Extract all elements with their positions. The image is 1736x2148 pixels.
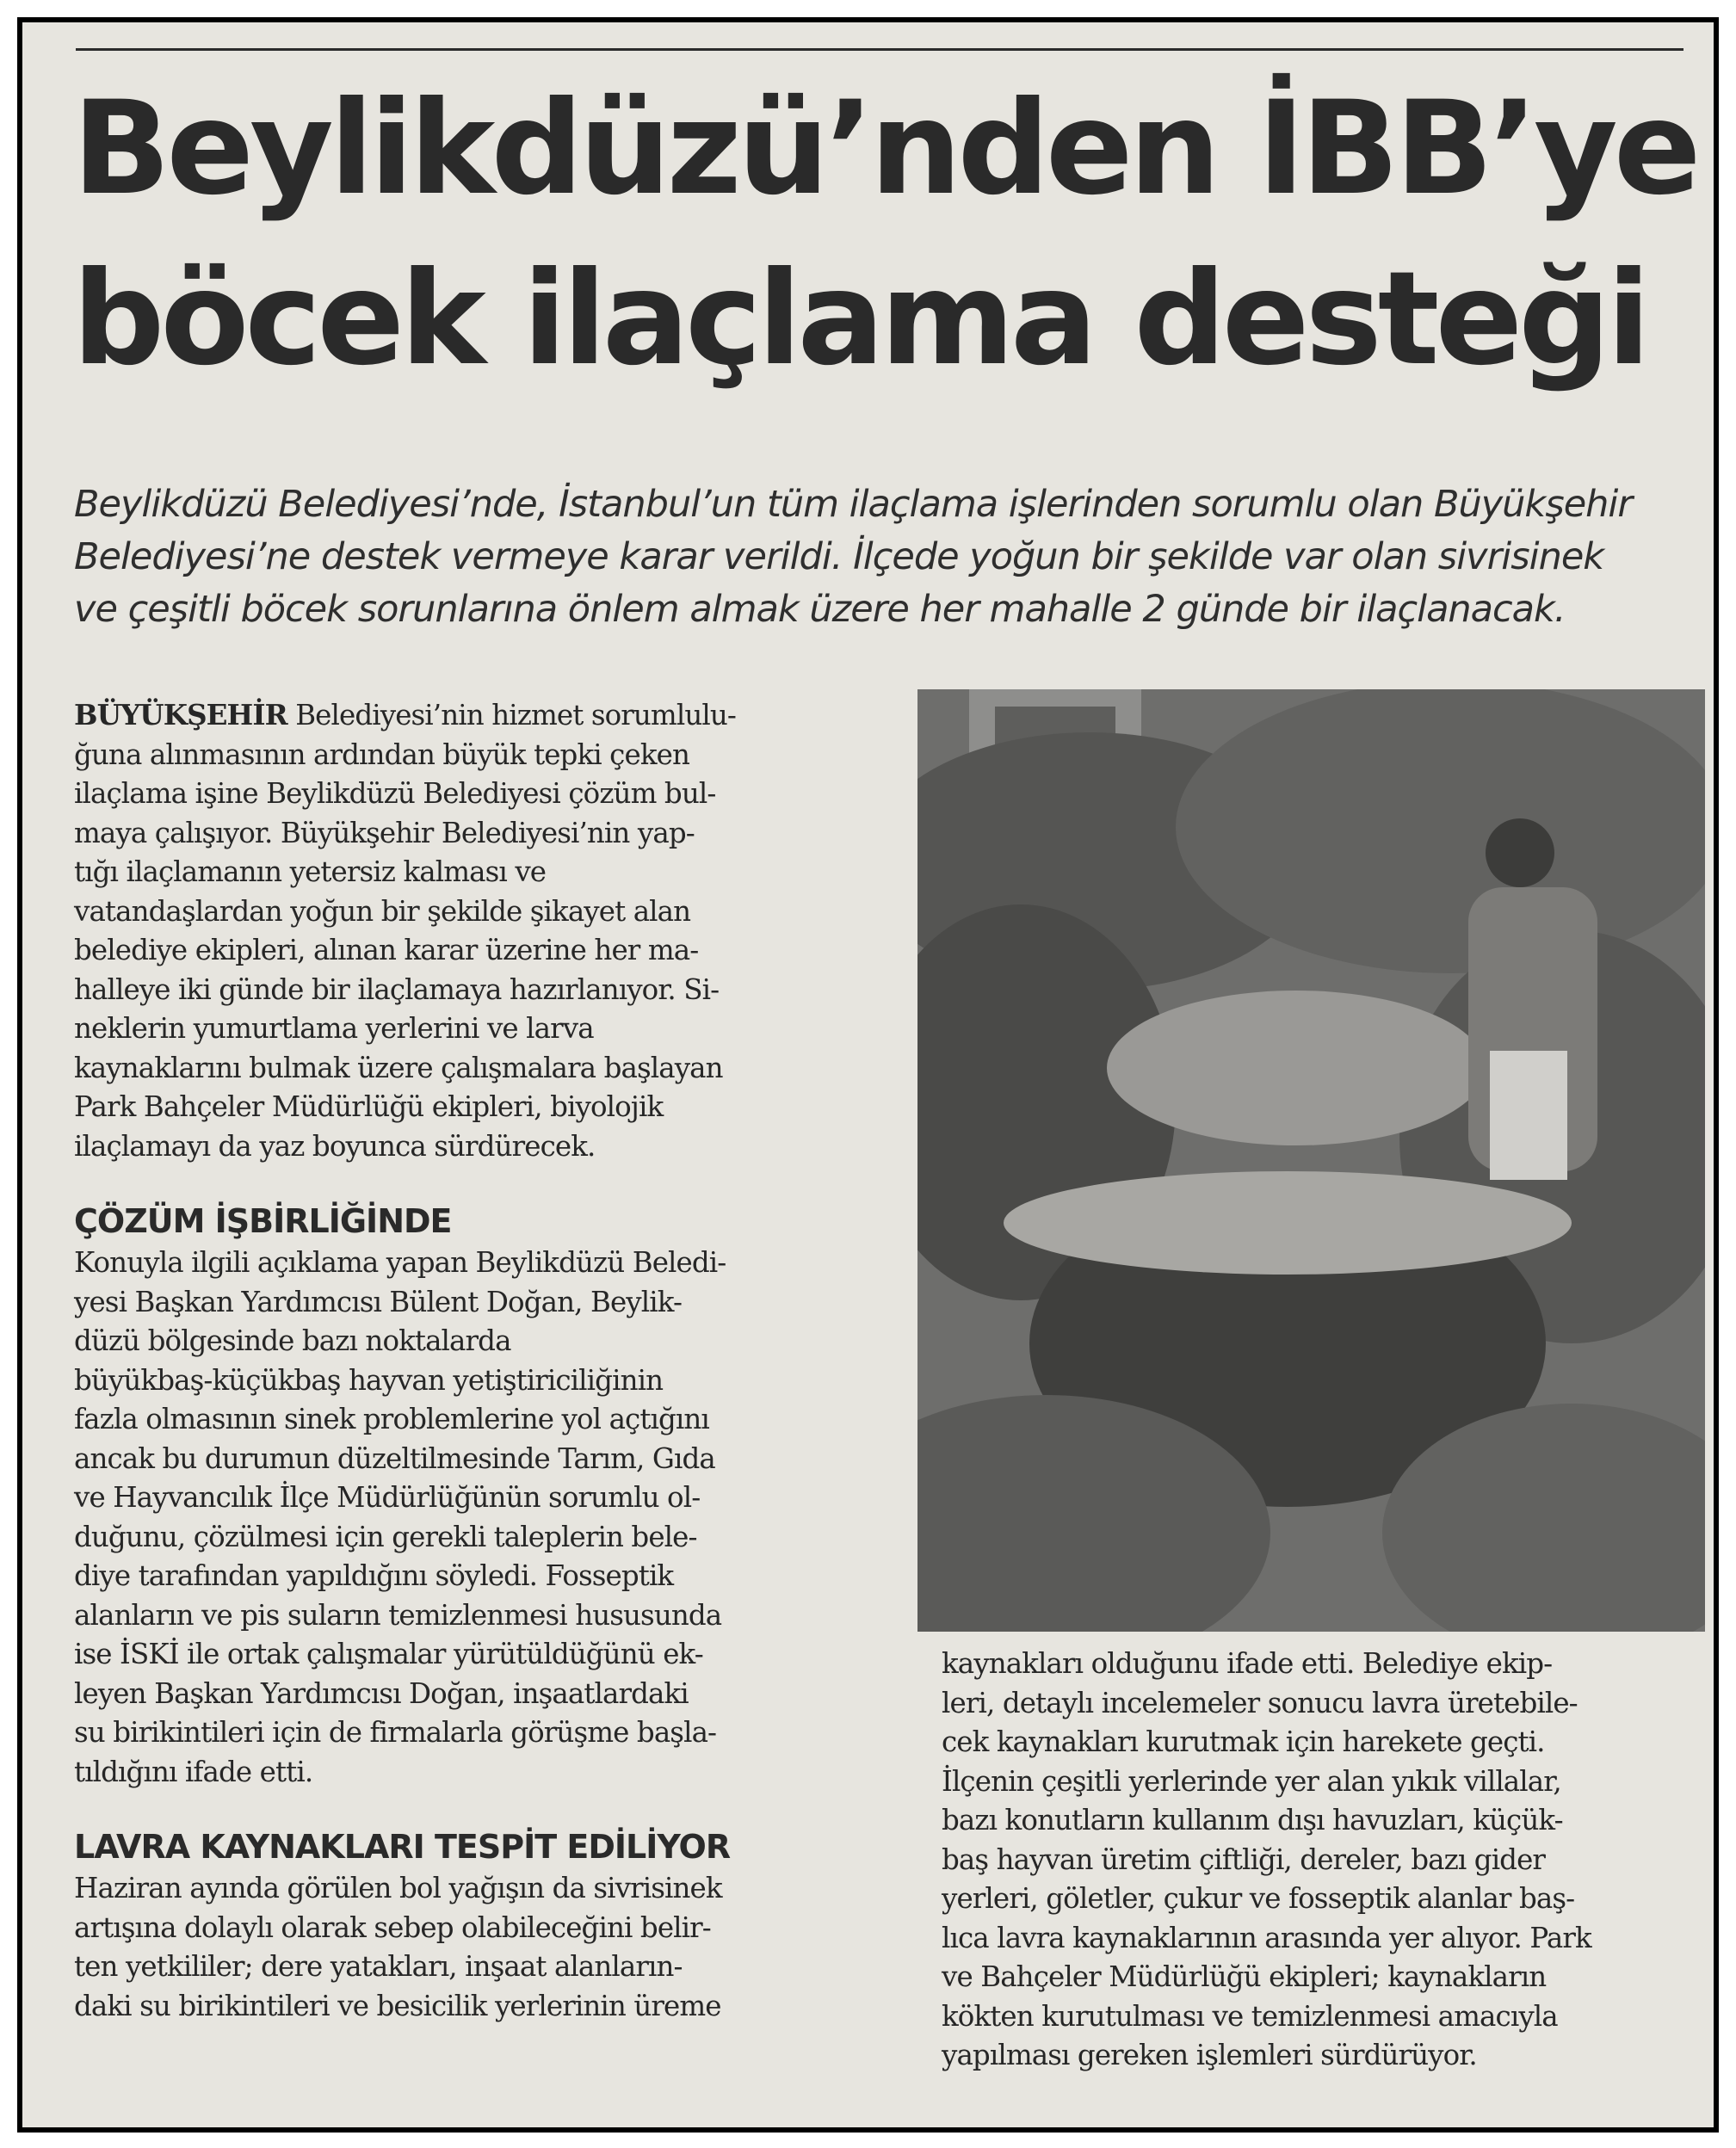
spacer — [74, 1166, 874, 1199]
garden-pond-photo — [917, 689, 1705, 1632]
body-line: ğuna alınmasının ardından büyük tepki çeken — [74, 738, 689, 771]
body-line: İlçenin çeşitli yerlerinde yer alan yıkık villalar, — [942, 1764, 1561, 1798]
body-line: kaynaklarını bulmak üzere çalışmalara başlayan — [74, 1051, 723, 1084]
deck-line: ve çeşitli böcek sorunlarına önlem almak üzere her mahalle 2 günde bir ilaçlanacak. — [74, 588, 1566, 631]
right-column — [942, 1645, 1699, 2076]
body-line: büyükbaş-küçükbaş hayvan yetiştiriciliğinin — [74, 1363, 664, 1397]
newspaper-clipping — [17, 17, 1719, 2133]
body-line: lıca lavra kaynaklarının arasında yer alıyor. Park — [942, 1921, 1591, 1954]
body-line: leri, detaylı incelemeler sonucu lavra üretebile- — [942, 1686, 1578, 1719]
body-line: baş hayvan üretim çiftliği, dereler, bazı gider — [942, 1842, 1546, 1876]
deck — [74, 478, 1692, 636]
body-line: leyen Başkan Yardımcısı Doğan, inşaatlardaki — [74, 1676, 689, 1710]
body-line: Haziran ayında görülen bol yağışın da sivrisinek — [74, 1872, 722, 1904]
body-line: neklerin yumurtlama yerlerini ve larva — [74, 1012, 594, 1045]
left-column — [74, 695, 874, 2026]
subhead-lavra-kaynaklari: LAVRA KAYNAKLARI TESPİT EDİLİYOR — [74, 1828, 731, 1866]
body-line: bazı konutların kullanım dışı havuzları, küçük- — [942, 1804, 1563, 1836]
body-line: yesi Başkan Yardımcısı Bülent Doğan, Beylik- — [74, 1285, 683, 1318]
body-line: cek kaynakları kurutmak için harekete geçti. — [942, 1725, 1545, 1758]
body-line: belediye ekipleri, alınan karar üzerine her ma- — [74, 934, 699, 966]
body-line: fazla olmasının sinek problemlerine yol açtığını — [74, 1403, 709, 1435]
body-line: ilaçlamayı da yaz boyunca sürdürecek. — [74, 1129, 596, 1163]
article-photo — [917, 689, 1705, 1632]
body-line: alanların ve pis suların temizlenmesi hususunda — [74, 1598, 722, 1632]
subhead-cozum-isbirliginde: ÇÖZÜM İŞBİRLİĞİNDE — [74, 1202, 452, 1240]
top-rule — [76, 48, 1683, 51]
body-line: duğunu, çözülmesi için gerekli taleplerin bele- — [74, 1520, 697, 1553]
deck-line: Belediyesi’ne destek vermeye karar verildi. İlçede yoğun bir şekilde var olan sivrisinek — [74, 535, 1604, 578]
headline-line: Beylikdüzü’nden İBB’ye — [72, 74, 1697, 224]
body-line: ilaçlama işine Beylikdüzü Belediyesi çözüm bul- — [74, 777, 716, 810]
spacer — [74, 1792, 874, 1824]
body-line: düzü bölgesinde bazı noktalarda — [74, 1324, 511, 1357]
body-line: Park Bahçeler Müdürlüğü ekipleri, biyolojik — [74, 1090, 664, 1123]
headline — [72, 64, 1697, 404]
body-line: ise İSKİ ile ortak çalışmalar yürütüldüğünü ek- — [74, 1638, 703, 1670]
body-line: Konuyla ilgili açıklama yapan Beylikdüzü Beledi- — [74, 1246, 726, 1279]
deck-line: Beylikdüzü Belediyesi’nde, İstanbul’un tüm ilaçlama işlerinden sorumlu olan Büyükşehir — [74, 483, 1633, 526]
body-line: diye tarafından yapıldığını söyledi. Fosseptik — [74, 1559, 674, 1592]
lead-word: BÜYÜKŞEHİR — [74, 698, 287, 731]
body-line: su birikintileri için de firmalarla görüşme başla- — [74, 1716, 717, 1749]
body-line: ancak bu durumun düzeltilmesinde Tarım, Gıda — [74, 1441, 715, 1475]
body-line: yapılması gereken işlemleri sürdürüyor. — [942, 2039, 1477, 2071]
body-line: ten yetkililer; dere yatakları, inşaat alanların- — [74, 1950, 683, 1983]
body-line: maya çalışıyor. Büyükşehir Belediyesi’nin yap- — [74, 816, 695, 849]
headline-line: böcek ilaçlama desteği — [72, 244, 1647, 394]
body-line: ve Hayvancılık İlçe Müdürlüğünün sorumlu ol- — [74, 1481, 701, 1514]
body-line: halleye iki günde bir ilaçlamaya hazırlanıyor. Si- — [74, 972, 720, 1006]
body-line: daki su birikintileri ve besicilik yerlerinin üreme — [74, 1989, 721, 2022]
body-line: tığı ilaçlamanın yetersiz kalması ve — [74, 855, 547, 888]
body-line: tıldığını ifade etti. — [74, 1755, 313, 1788]
body-line: yerleri, göletler, çukur ve fosseptik alanlar baş- — [942, 1882, 1575, 1915]
body-line: artışına dolaylı olarak sebep olabileceğini belir- — [74, 1910, 711, 1944]
body-line: ve Bahçeler Müdürlüğü ekipleri; kaynakların — [942, 1960, 1547, 1993]
body-line-text: Belediyesi’nin hizmet sorumlulu- — [287, 699, 736, 731]
body-line — [74, 695, 874, 736]
body-line: kökten kurutulması ve temizlenmesi amacıyla — [942, 1999, 1558, 2033]
body-line: kaynakları olduğunu ifade etti. Belediye ekip- — [942, 1647, 1553, 1680]
body-line: vatandaşlardan yoğun bir şekilde şikayet alan — [74, 894, 691, 928]
